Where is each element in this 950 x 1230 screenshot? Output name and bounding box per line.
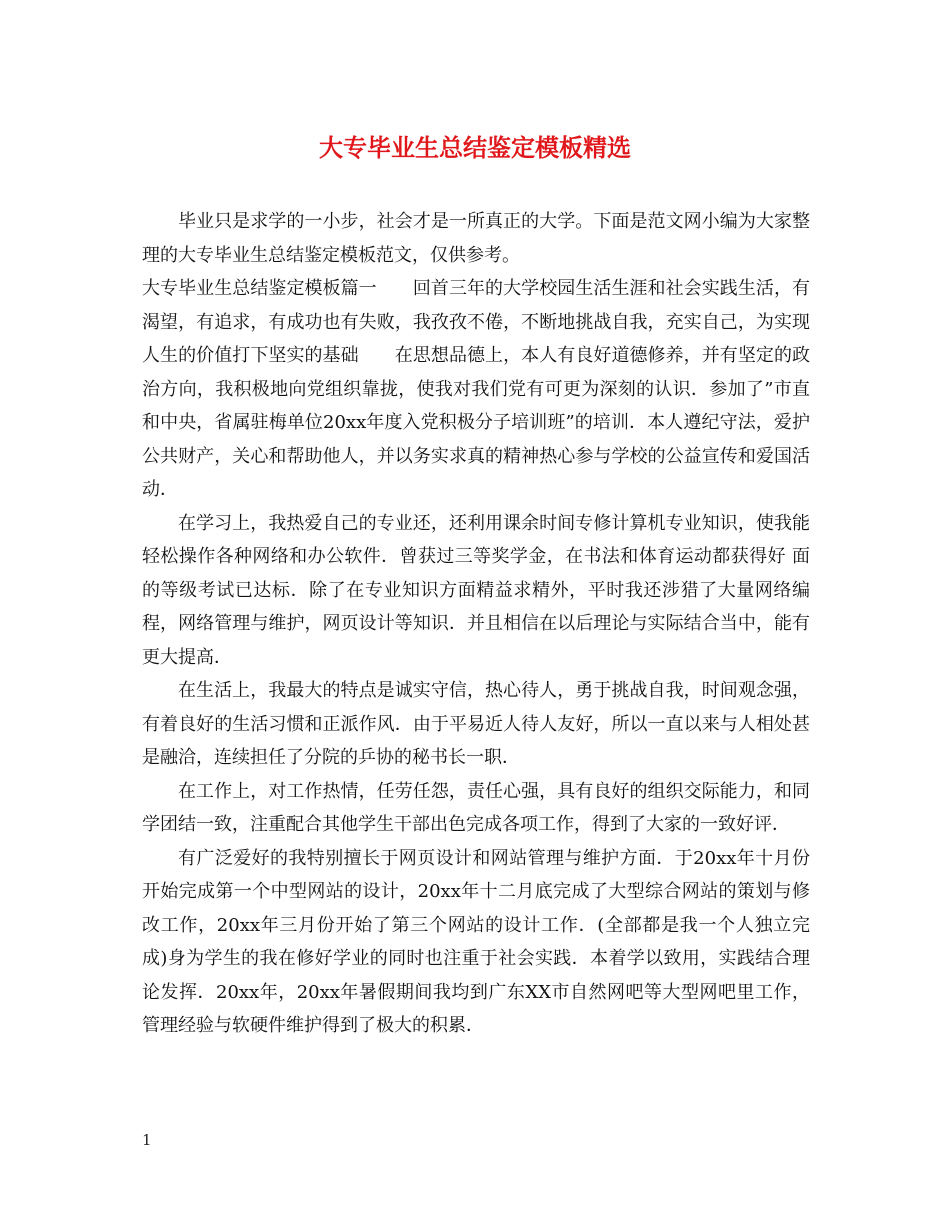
paragraph-template-one: 大专毕业生总结鉴定模板篇一 回首三年的大学校园生活生涯和社会实践生活，有渴望，有追求，有成功也有失败，我孜孜不倦，不断地挑战自我，充实自己，为实现人生的价值打下坚实的基础 在思想品德上，本人有良好道德修养，并有坚定的政治方向，我积极地向党组织靠拢，使我对我们党有可更为深刻的认识．参加了”市直和中央，省属驻梅单位20xx年度入党积极分子培训班”的培训．本人遵纪守法，爱护公共财产，关心和帮助他人，并以务实求真的精神热心参与学校的公益宣传和爱国活动． <box>142 278 810 500</box>
document-title: 大专毕业生总结鉴定模板精选 <box>319 134 631 162</box>
paragraph-work: 在工作上，对工作热情，任劳任怨，责任心强，具有良好的组织交际能力，和同学团结一致，注重配合其他学生干部出色完成各项工作，得到了大家的一致好评． <box>142 780 810 835</box>
paragraph-study: 在学习上，我热爱自己的专业还，还利用课余时间专修计算机专业知识，使我能轻松操作各种网络和办公软件．曾获过三等奖学金，在书法和体育运动都获得好 面的等级考试已达标．除了在专业知识方面精益求精外，平时我还涉猎了大量网络编程，网络管理与维护，网页设计等知识．并且相信在以后理论与实际结合当中，能有更大提高． <box>142 512 810 668</box>
page-number: 1 <box>142 1131 152 1149</box>
paragraph-hobbies: 有广泛爱好的我特别擅长于网页设计和网站管理与维护方面．于20xx年十月份开始完成第一个中型网站的设计，20xx年十二月底完成了大型综合网站的策划与修改工作，20xx年三月份开始了第三个网站的设计工作．(全部都是我一个人独立完成)身为学生的我在修好学业的同时也注重于社会实践．本着学以致用，实践结合理论发挥．20xx年，20xx年暑假期间我均到广东XX市自然网吧等大型网吧里工作，管理经验与软硬件维护得到了极大的积累． <box>142 847 810 1036</box>
paragraph-life: 在生活上，我最大的特点是诚实守信，热心待人，勇于挑战自我，时间观念强，有着良好的生活习惯和正派作风．由于平易近人待人友好，所以一直以来与人相处甚是融洽，连续担任了分院的乒协的秘书长一职． <box>142 680 810 768</box>
document-body <box>142 205 810 1043</box>
paragraph-intro: 毕业只是求学的一小步，社会才是一所真正的大学。下面是范文网小编为大家整理的大专毕业生总结鉴定模板范文，仅供参考。 <box>142 211 810 266</box>
